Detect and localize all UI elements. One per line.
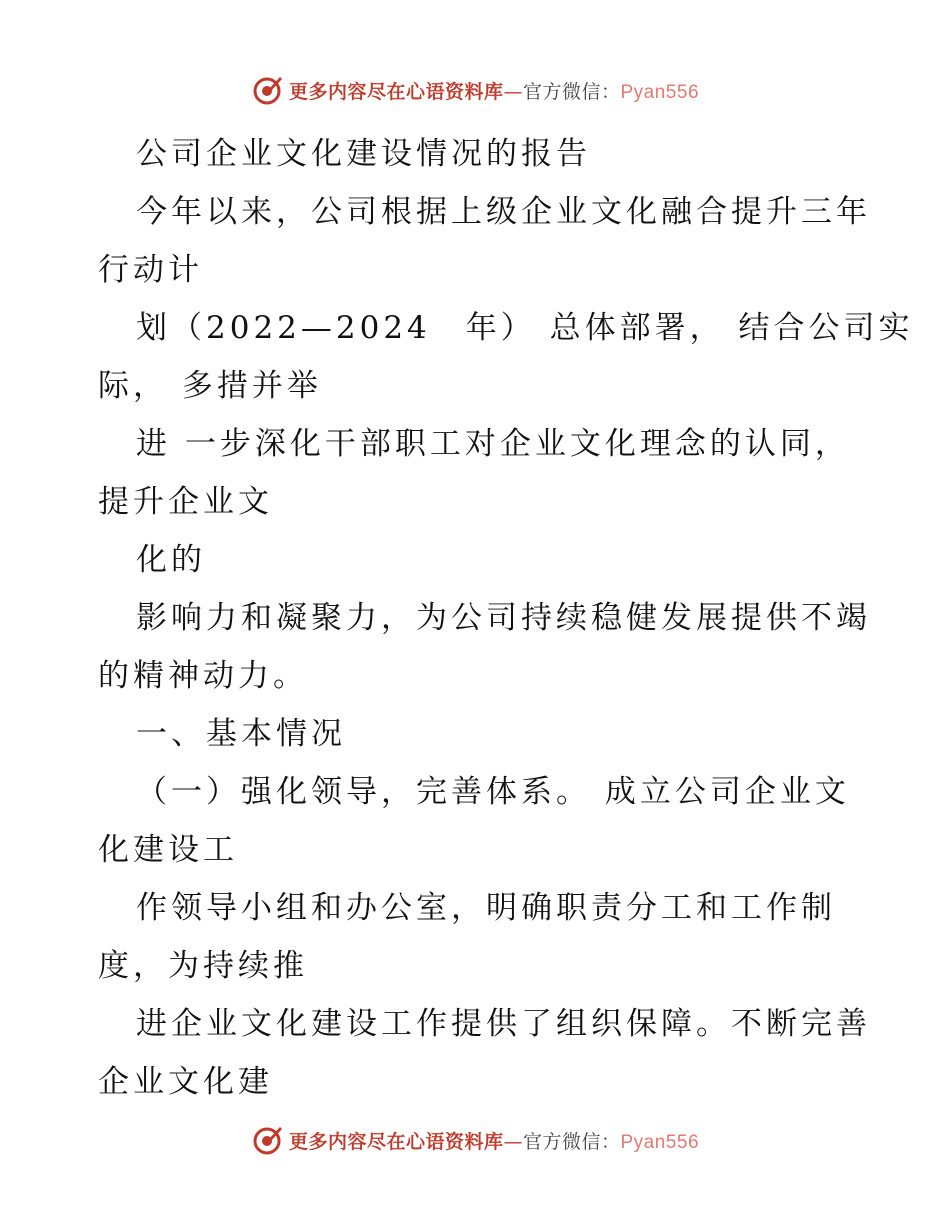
text-line: 影响力和凝聚力，为公司持续稳健发展提供不竭 [136,600,871,636]
document-body [98,125,914,1111]
doc-title: 公司企业文化建设情况的报告 [136,136,591,172]
text-line: 划（2022—2024 年） 总体部署， 结合公司实 [136,310,914,346]
pen-logo-icon [251,1124,283,1156]
text-line: 行动计 [98,252,203,288]
text-line: 化的 [136,542,206,578]
text-line: 作领导小组和办公室，明确职责分工和工作制 [136,890,836,926]
text-line: 企业文化建 [98,1064,273,1100]
pen-logo-icon [251,74,283,106]
text-line: 提升企业文 [98,484,273,520]
text-line: 进 一步深化干部职工对企业文化理念的认同， [136,426,850,462]
text-line: 际， 多措并举 [98,368,322,404]
subsection-heading: （一）强化领导，完善体系。 成立公司企业文 [136,774,850,810]
banner-title: 更多内容尽在心语资料库 [288,80,504,103]
banner-wechat-label: 官方微信： [522,80,621,103]
header-banner-text: 更多内容尽在心语资料库—官方微信：Pyan556 [288,80,700,103]
banner-wechat-id: Pyan556 [620,1131,700,1153]
text-line: 今年以来，公司根据上级企业文化融合提升三年 [136,194,871,230]
text-line: 的精神动力。 [98,658,308,694]
header-watermark-banner [0,70,950,110]
banner-wechat-id: Pyan556 [620,81,700,103]
text-line: 进企业文化建设工作提供了组织保障。不断完善 [136,1006,871,1042]
banner-wechat-label: 官方微信： [522,1130,621,1153]
banner-title: 更多内容尽在心语资料库 [288,1130,504,1153]
footer-watermark-banner [0,1120,950,1160]
section-heading: 一、基本情况 [136,716,346,752]
text-line: 化建设工 [98,832,238,868]
text-line: 度，为持续推 [98,948,308,984]
footer-banner-text: 更多内容尽在心语资料库—官方微信：Pyan556 [288,1130,700,1153]
